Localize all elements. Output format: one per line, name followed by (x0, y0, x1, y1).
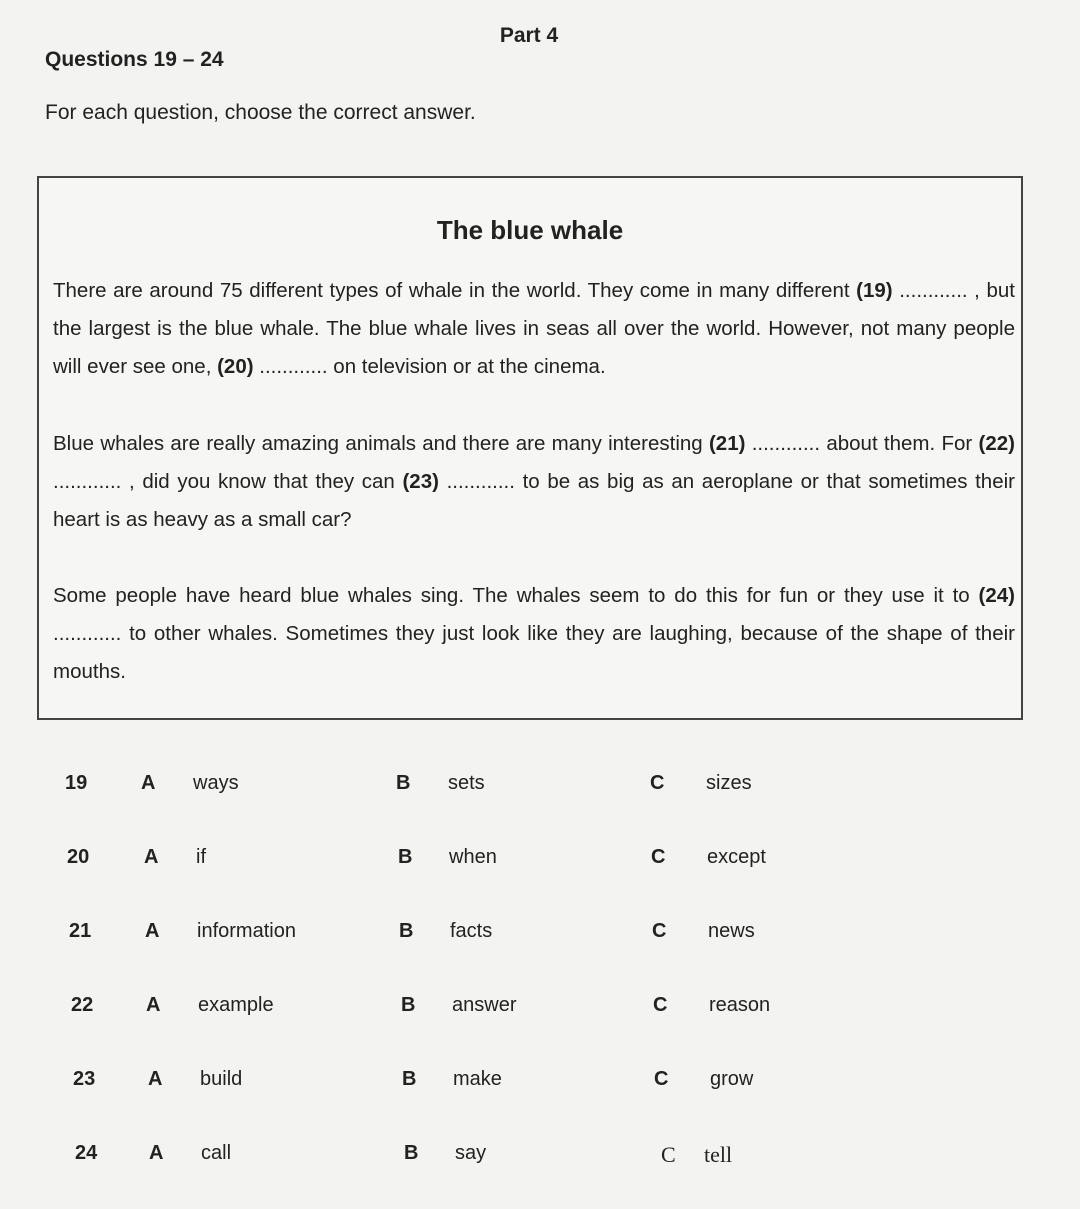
passage-text: ............ to be as big as an aeroplane or that sometimes their heart is as heavy as a small car? (53, 470, 1015, 531)
option-text[interactable]: tell (704, 1142, 733, 1167)
option-text[interactable]: ways (193, 772, 239, 794)
option-letter[interactable]: C (661, 1142, 676, 1167)
gap-number: (20) (217, 355, 254, 378)
passage-text: ............ , did you know that they can (53, 470, 403, 493)
option-letter[interactable]: B (396, 772, 411, 794)
gap-number: (22) (978, 432, 1015, 455)
gap-number: (19) (856, 279, 893, 302)
option-text[interactable]: build (200, 1068, 243, 1090)
passage-text: ............ on television or at the cinema. (253, 355, 606, 378)
question-row (0, 772, 1080, 802)
question-row (0, 846, 1080, 876)
passage-title: The blue whale (436, 215, 624, 245)
option-text[interactable]: sizes (706, 772, 752, 794)
option-letter[interactable]: C (650, 772, 665, 794)
gap-number: (23) (402, 470, 439, 493)
option-letter[interactable]: B (398, 846, 413, 868)
gap-number: (24) (978, 584, 1015, 607)
question-row (0, 920, 1080, 950)
option-letter[interactable]: A (141, 772, 156, 794)
option-letter[interactable]: C (653, 994, 668, 1016)
option-letter[interactable]: B (402, 1068, 417, 1090)
option-letter[interactable]: A (149, 1142, 164, 1164)
passage-text: Blue whales are really amazing animals and there are many interesting (53, 432, 709, 455)
question-number: 22 (71, 994, 94, 1016)
option-text[interactable]: information (197, 920, 296, 942)
question-row (0, 1142, 1080, 1172)
option-letter[interactable]: B (401, 994, 416, 1016)
option-letter[interactable]: A (146, 994, 161, 1016)
option-text[interactable]: facts (450, 920, 493, 942)
option-text[interactable]: when (449, 846, 497, 868)
question-number: 20 (67, 846, 90, 868)
passage-text: There are around 75 different types of whale in the world. They come in many different (53, 279, 857, 302)
option-text[interactable]: example (198, 994, 274, 1016)
passage-text: ............ , but the largest is the blue whale. The blue whale lives in seas all over the world. However, not many people will ever see one, (53, 279, 1015, 378)
option-letter[interactable]: A (148, 1068, 163, 1090)
option-text[interactable]: if (196, 846, 206, 868)
option-text[interactable]: reason (709, 994, 771, 1016)
option-letter[interactable]: B (404, 1142, 419, 1164)
part-title: Part 4 (499, 24, 559, 47)
question-number: 24 (75, 1142, 98, 1164)
passage-box (37, 176, 1023, 720)
gap-number: (21) (708, 432, 746, 455)
question-number: 21 (69, 920, 92, 942)
passage-paragraph (53, 577, 1015, 691)
question-row (0, 1068, 1080, 1098)
option-text[interactable]: call (201, 1142, 232, 1164)
questions-range-heading: Questions 19 – 24 (45, 48, 224, 71)
option-text[interactable]: answer (452, 994, 517, 1016)
option-text[interactable]: news (708, 920, 755, 942)
question-number: 19 (65, 772, 88, 794)
question-row (0, 994, 1080, 1024)
option-text[interactable]: except (707, 846, 766, 868)
question-number: 23 (73, 1068, 96, 1090)
option-letter[interactable]: B (399, 920, 414, 942)
option-text[interactable]: make (453, 1068, 502, 1090)
passage-paragraph (53, 272, 1015, 386)
option-text[interactable]: sets (448, 772, 485, 794)
passage-text: Some people have heard blue whales sing. The whales seem to do this for fun or they use it to (53, 584, 979, 607)
instruction-text: For each question, choose the correct answer. (45, 101, 476, 124)
option-letter[interactable]: C (651, 846, 666, 868)
passage-paragraph (53, 425, 1015, 539)
option-text[interactable]: grow (710, 1068, 754, 1090)
option-letter[interactable]: A (145, 920, 160, 942)
passage-text: ............ about them. For (745, 432, 979, 455)
option-letter[interactable]: C (654, 1068, 669, 1090)
option-text[interactable]: say (455, 1142, 487, 1164)
option-letter[interactable]: A (144, 846, 159, 868)
option-letter[interactable]: C (652, 920, 667, 942)
passage-text: ............ to other whales. Sometimes they just look like they are laughing, because of the shape of their mouths. (53, 622, 1015, 683)
